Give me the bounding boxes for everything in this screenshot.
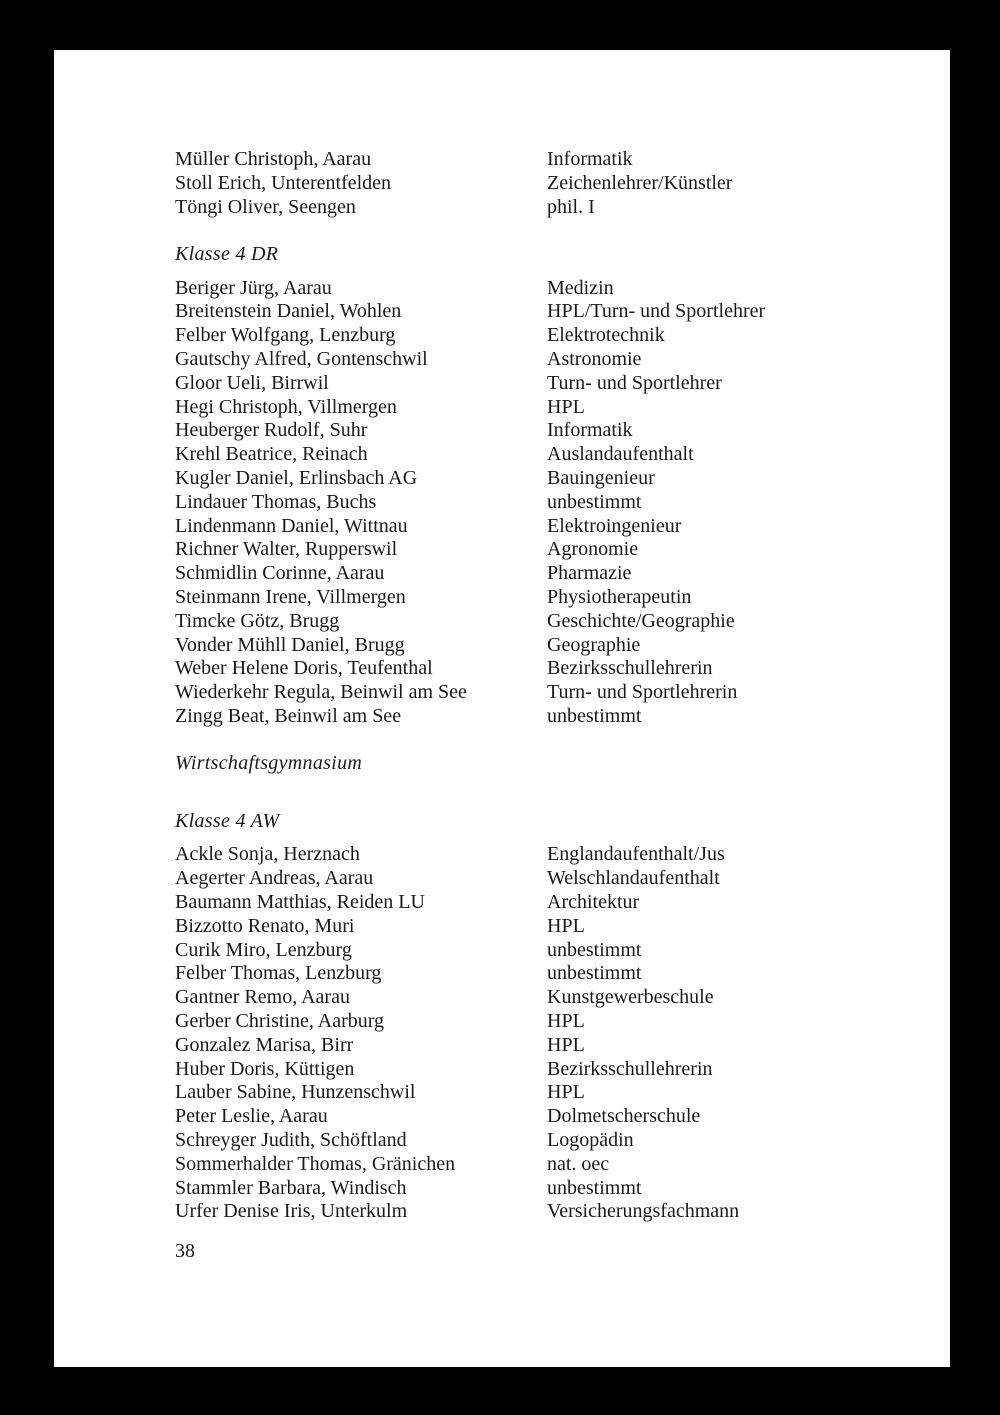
list-row: [175, 1034, 875, 1058]
study-plan: HPL/Turn- und Sportlehrer: [547, 300, 766, 323]
student-name: Urfer Denise Iris, Unterkulm: [175, 1200, 408, 1223]
study-plan: HPL: [547, 1033, 585, 1056]
student-name: Schmidlin Corinne, Aarau: [175, 562, 385, 585]
page-number: 38: [175, 1240, 195, 1262]
student-name: Gonzalez Marisa, Birr: [175, 1033, 354, 1056]
study-plan: unbestimmt: [547, 705, 642, 728]
heading-spacer: [175, 776, 875, 786]
study-plan: phil. I: [547, 195, 595, 218]
list-row: [175, 277, 875, 301]
student-name: Baumann Matthias, Reiden LU: [175, 891, 425, 914]
student-name: Huber Doris, Küttigen: [175, 1057, 355, 1080]
study-plan: Informatik: [547, 148, 633, 170]
student-name: Curik Miro, Lenzburg: [175, 938, 352, 961]
study-plan: Bezirksschullehrerin: [547, 657, 713, 680]
study-plan: Medizin: [547, 276, 614, 299]
student-name: Richner Walter, Rupperswil: [175, 538, 398, 561]
student-name: Timcke Götz, Brugg: [175, 609, 340, 632]
list-row: [175, 705, 875, 729]
student-name: Gautschy Alfred, Gontenschwil: [175, 348, 428, 371]
student-name: Breitenstein Daniel, Wohlen: [175, 300, 402, 323]
list-row: [175, 657, 875, 681]
list-row: [175, 372, 875, 396]
section-heading: Klasse 4 AW: [175, 809, 280, 832]
list-row: [175, 915, 875, 939]
student-name: Krehl Beatrice, Reinach: [175, 443, 368, 466]
document-page: [54, 50, 950, 1367]
study-plan: Auslandaufenthalt: [547, 443, 694, 466]
list-row: [175, 515, 875, 539]
study-plan: Geschichte/Geographie: [547, 609, 735, 632]
list-row: [175, 172, 875, 196]
list-row: [175, 324, 875, 348]
list-row: [175, 148, 875, 172]
study-plan: Bauingenieur: [547, 467, 655, 490]
study-plan: unbestimmt: [547, 962, 642, 985]
study-plan: Zeichenlehrer/Künstler: [547, 171, 733, 194]
list-row: [175, 939, 875, 963]
study-plan: HPL: [547, 395, 585, 418]
list-row: [175, 843, 875, 867]
list-row: [175, 300, 875, 324]
list-row: [175, 1058, 875, 1082]
student-name: Aegerter Andreas, Aarau: [175, 867, 374, 890]
list-row: [175, 196, 875, 220]
section-spacer: [175, 219, 875, 243]
study-plan: Versicherungsfachmann: [547, 1200, 740, 1223]
student-name: Zingg Beat, Beinwil am See: [175, 705, 402, 728]
study-plan: HPL: [547, 914, 585, 937]
list-row: [175, 962, 875, 986]
study-plan: Architektur: [547, 891, 640, 914]
student-name: Kugler Daniel, Erlinsbach AG: [175, 467, 418, 490]
student-name: Vonder Mühll Daniel, Brugg: [175, 633, 405, 656]
study-plan: Kunstgewerbeschule: [547, 986, 714, 1009]
study-plan: Dolmetscherschule: [547, 1105, 701, 1128]
list-row: [175, 491, 875, 515]
list-row: [175, 443, 875, 467]
list-row: [175, 348, 875, 372]
list-row: [175, 467, 875, 491]
student-name: Stoll Erich, Unterentfelden: [175, 171, 392, 194]
student-name: Gerber Christine, Aarburg: [175, 1010, 385, 1032]
study-plan: Turn- und Sportlehrer: [547, 371, 722, 394]
student-name: Heuberger Rudolf, Suhr: [175, 419, 368, 442]
list-row: [175, 419, 875, 443]
list-row: [175, 1010, 875, 1034]
section-heading: Klasse 4 DR: [175, 242, 279, 265]
study-plan: Englandaufenthalt/Jus: [547, 843, 725, 866]
study-plan: unbestimmt: [547, 938, 642, 961]
list-row: [175, 986, 875, 1010]
study-plan: HPL: [547, 1081, 585, 1104]
list-row: [175, 891, 875, 915]
list-row: [175, 1105, 875, 1129]
study-plan: Agronomie: [547, 538, 639, 561]
list-row: [175, 634, 875, 658]
student-name: Felber Wolfgang, Lenzburg: [175, 324, 396, 347]
section-spacer: [175, 729, 875, 753]
student-name: Stammler Barbara, Windisch: [175, 1176, 407, 1199]
section-spacer: [175, 786, 875, 810]
study-plan: Geographie: [547, 633, 641, 656]
student-name: Felber Thomas, Lenzburg: [175, 962, 382, 985]
study-plan: HPL: [547, 1010, 585, 1032]
student-name: Schreyger Judith, Schöftland: [175, 1128, 407, 1151]
student-name: Steinmann Irene, Villmergen: [175, 586, 406, 609]
list-row: [175, 1200, 875, 1224]
list-row: [175, 610, 875, 634]
list-row: [175, 1153, 875, 1177]
student-name: Hegi Christoph, Villmergen: [175, 395, 397, 418]
study-plan: Welschlandaufenthalt: [547, 867, 720, 890]
list-row: [175, 1081, 875, 1105]
student-name: Weber Helene Doris, Teufenthal: [175, 657, 433, 680]
list-row: [175, 1177, 875, 1201]
study-plan: unbestimmt: [547, 490, 642, 513]
list-row: [175, 867, 875, 891]
list-row: [175, 681, 875, 705]
list-row: [175, 586, 875, 610]
list-row: [175, 538, 875, 562]
student-name: Töngi Oliver, Seengen: [175, 195, 356, 218]
student-name: Lauber Sabine, Hunzenschwil: [175, 1081, 416, 1104]
study-plan: Informatik: [547, 419, 633, 442]
study-plan: unbestimmt: [547, 1176, 642, 1199]
list-row: [175, 1129, 875, 1153]
heading-spacer: [175, 267, 875, 277]
student-name: Müller Christoph, Aarau: [175, 148, 372, 170]
student-name: Ackle Sonja, Herznach: [175, 843, 360, 866]
heading-spacer: [175, 833, 875, 843]
study-plan: Elektroingenieur: [547, 514, 682, 537]
section-heading: Wirtschaftsgymnasium: [175, 752, 363, 775]
study-plan: Logopädin: [547, 1128, 634, 1151]
study-plan: Turn- und Sportlehrerin: [547, 681, 738, 704]
study-plan: Elektrotechnik: [547, 324, 665, 347]
student-name: Beriger Jürg, Aarau: [175, 276, 332, 299]
student-name: Bizzotto Renato, Muri: [175, 914, 355, 937]
list-row: [175, 396, 875, 420]
student-name: Wiederkehr Regula, Beinwil am See: [175, 681, 467, 704]
student-name: Lindauer Thomas, Buchs: [175, 490, 377, 513]
study-plan: Astronomie: [547, 348, 642, 371]
study-plan: nat. oec: [547, 1152, 610, 1175]
study-plan: Bezirksschullehrerin: [547, 1057, 713, 1080]
student-name: Gloor Ueli, Birrwil: [175, 371, 329, 394]
student-name: Sommerhalder Thomas, Gränichen: [175, 1152, 456, 1175]
list-row: [175, 562, 875, 586]
study-plan: Physiotherapeutin: [547, 586, 692, 609]
student-list: [175, 148, 875, 1224]
study-plan: Pharmazie: [547, 562, 632, 585]
student-name: Gantner Remo, Aarau: [175, 986, 350, 1009]
student-name: Lindenmann Daniel, Wittnau: [175, 514, 408, 537]
student-name: Peter Leslie, Aarau: [175, 1105, 328, 1128]
